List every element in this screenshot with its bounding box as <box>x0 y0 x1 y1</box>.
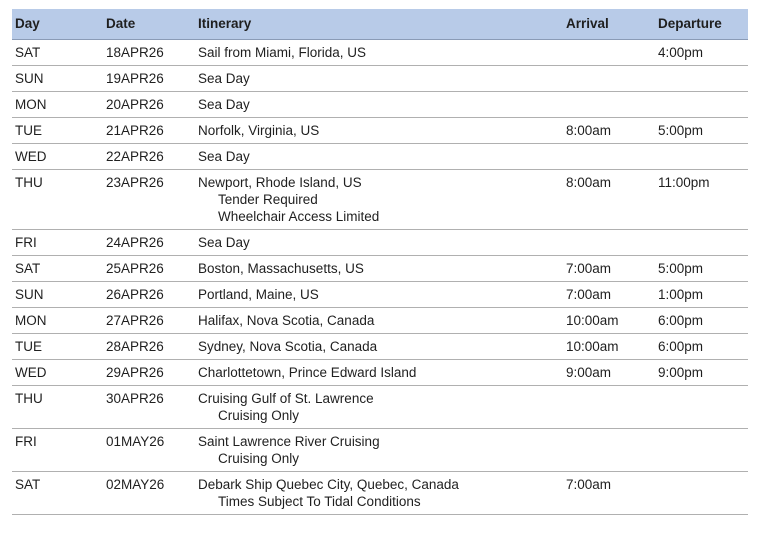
cell-date: 27APR26 <box>106 313 164 328</box>
cell-date: 29APR26 <box>106 365 164 380</box>
cell-arrival <box>566 144 658 169</box>
cell-itinerary <box>198 360 566 385</box>
cell-date: 26APR26 <box>106 287 164 302</box>
cell-itinerary <box>198 308 566 333</box>
cell-day: MON <box>15 313 47 328</box>
table-row <box>12 92 748 118</box>
cell-departure: 1:00pm <box>658 287 704 302</box>
cell-itinerary <box>198 386 566 428</box>
itinerary-table <box>12 9 748 515</box>
cell-departure <box>658 66 748 91</box>
itinerary-location: Portland, Maine, US <box>198 287 319 302</box>
table-row <box>12 230 748 256</box>
table-body <box>12 40 748 515</box>
cell-date: 20APR26 <box>106 97 164 112</box>
cell-arrival: 10:00am <box>566 339 619 354</box>
itinerary-note: Cruising Only <box>218 451 300 466</box>
cell-arrival: 10:00am <box>566 313 619 328</box>
cell-departure: 5:00pm <box>658 123 704 138</box>
cell-departure: 6:00pm <box>658 313 704 328</box>
cell-day: FRI <box>15 434 37 449</box>
header-arrival: Arrival <box>566 16 609 31</box>
cell-itinerary <box>198 256 566 281</box>
table-row <box>12 360 748 386</box>
cell-date: 24APR26 <box>106 235 164 250</box>
table-row <box>12 334 748 360</box>
cell-day: TUE <box>15 339 42 354</box>
itinerary-location: Sydney, Nova Scotia, Canada <box>198 339 378 354</box>
cell-arrival: 7:00am <box>566 287 612 302</box>
cell-itinerary <box>198 118 566 143</box>
header-day: Day <box>15 16 40 31</box>
cell-arrival <box>566 66 658 91</box>
cell-arrival: 7:00am <box>566 477 612 492</box>
itinerary-location: Sea Day <box>198 149 250 164</box>
cell-arrival <box>566 386 658 428</box>
cell-date: 19APR26 <box>106 71 164 86</box>
cell-date: 18APR26 <box>106 45 164 60</box>
header-itinerary: Itinerary <box>198 16 252 31</box>
cell-day: THU <box>15 175 43 190</box>
cell-day: SAT <box>15 45 41 60</box>
itinerary-location: Saint Lawrence River Cruising <box>198 434 380 449</box>
table-row <box>12 170 748 230</box>
cell-itinerary <box>198 170 566 229</box>
cell-day: THU <box>15 391 43 406</box>
cell-arrival <box>566 40 658 65</box>
itinerary-location: Boston, Massachusetts, US <box>198 261 364 276</box>
itinerary-location: Newport, Rhode Island, US <box>198 175 362 190</box>
cell-departure: 9:00pm <box>658 365 704 380</box>
cell-departure <box>658 472 748 514</box>
cell-day: SUN <box>15 71 44 86</box>
itinerary-location: Charlottetown, Prince Edward Island <box>198 365 417 380</box>
itinerary-note: Wheelchair Access Limited <box>218 209 380 224</box>
cell-arrival <box>566 230 658 255</box>
table-row <box>12 472 748 515</box>
header-departure: Departure <box>658 16 722 31</box>
cell-date: 30APR26 <box>106 391 164 406</box>
cell-date: 22APR26 <box>106 149 164 164</box>
cell-itinerary <box>198 144 566 169</box>
cell-day: SAT <box>15 477 41 492</box>
itinerary-location: Debark Ship Quebec City, Quebec, Canada <box>198 477 459 492</box>
cell-departure: 5:00pm <box>658 261 704 276</box>
table-row <box>12 386 748 429</box>
cell-departure <box>658 144 748 169</box>
header-date: Date <box>106 16 136 31</box>
itinerary-note: Times Subject To Tidal Conditions <box>218 494 421 509</box>
cell-departure <box>658 386 748 428</box>
cell-day: SAT <box>15 261 41 276</box>
itinerary-location: Halifax, Nova Scotia, Canada <box>198 313 375 328</box>
cell-arrival: 8:00am <box>566 175 612 190</box>
cell-day: WED <box>15 149 47 164</box>
itinerary-location: Sea Day <box>198 97 250 112</box>
itinerary-location: Cruising Gulf of St. Lawrence <box>198 391 374 406</box>
table-row <box>12 118 748 144</box>
cell-departure: 11:00pm <box>658 175 710 190</box>
cell-itinerary <box>198 92 566 117</box>
cell-departure: 4:00pm <box>658 45 704 60</box>
table-row <box>12 429 748 472</box>
cell-day: MON <box>15 97 47 112</box>
cell-itinerary <box>198 66 566 91</box>
itinerary-location: Sea Day <box>198 235 250 250</box>
cell-departure <box>658 429 748 471</box>
itinerary-location: Sail from Miami, Florida, US <box>198 45 367 60</box>
cell-itinerary <box>198 282 566 307</box>
cell-arrival: 7:00am <box>566 261 612 276</box>
cell-date: 02MAY26 <box>106 477 165 492</box>
cell-itinerary <box>198 40 566 65</box>
table-row <box>12 282 748 308</box>
cell-day: SUN <box>15 287 44 302</box>
table-row <box>12 308 748 334</box>
cell-arrival: 8:00am <box>566 123 612 138</box>
itinerary-note: Tender Required <box>218 192 318 207</box>
cell-day: WED <box>15 365 47 380</box>
cell-arrival <box>566 92 658 117</box>
cell-arrival: 9:00am <box>566 365 612 380</box>
table-row <box>12 144 748 170</box>
itinerary-note: Cruising Only <box>218 408 300 423</box>
cell-date: 21APR26 <box>106 123 164 138</box>
table-row <box>12 40 748 66</box>
cell-arrival <box>566 429 658 471</box>
itinerary-location: Sea Day <box>198 71 250 86</box>
cell-itinerary <box>198 429 566 471</box>
cell-departure: 6:00pm <box>658 339 704 354</box>
cell-itinerary <box>198 472 566 514</box>
table-header <box>12 9 748 40</box>
cell-date: 28APR26 <box>106 339 164 354</box>
cell-day: FRI <box>15 235 37 250</box>
cell-itinerary <box>198 334 566 359</box>
cell-itinerary <box>198 230 566 255</box>
itinerary-location: Norfolk, Virginia, US <box>198 123 320 138</box>
cell-date: 23APR26 <box>106 175 164 190</box>
cell-date: 01MAY26 <box>106 434 165 449</box>
cell-departure <box>658 92 748 117</box>
cell-day: TUE <box>15 123 42 138</box>
cell-departure <box>658 230 748 255</box>
table-row <box>12 256 748 282</box>
table-row <box>12 66 748 92</box>
cell-date: 25APR26 <box>106 261 164 276</box>
